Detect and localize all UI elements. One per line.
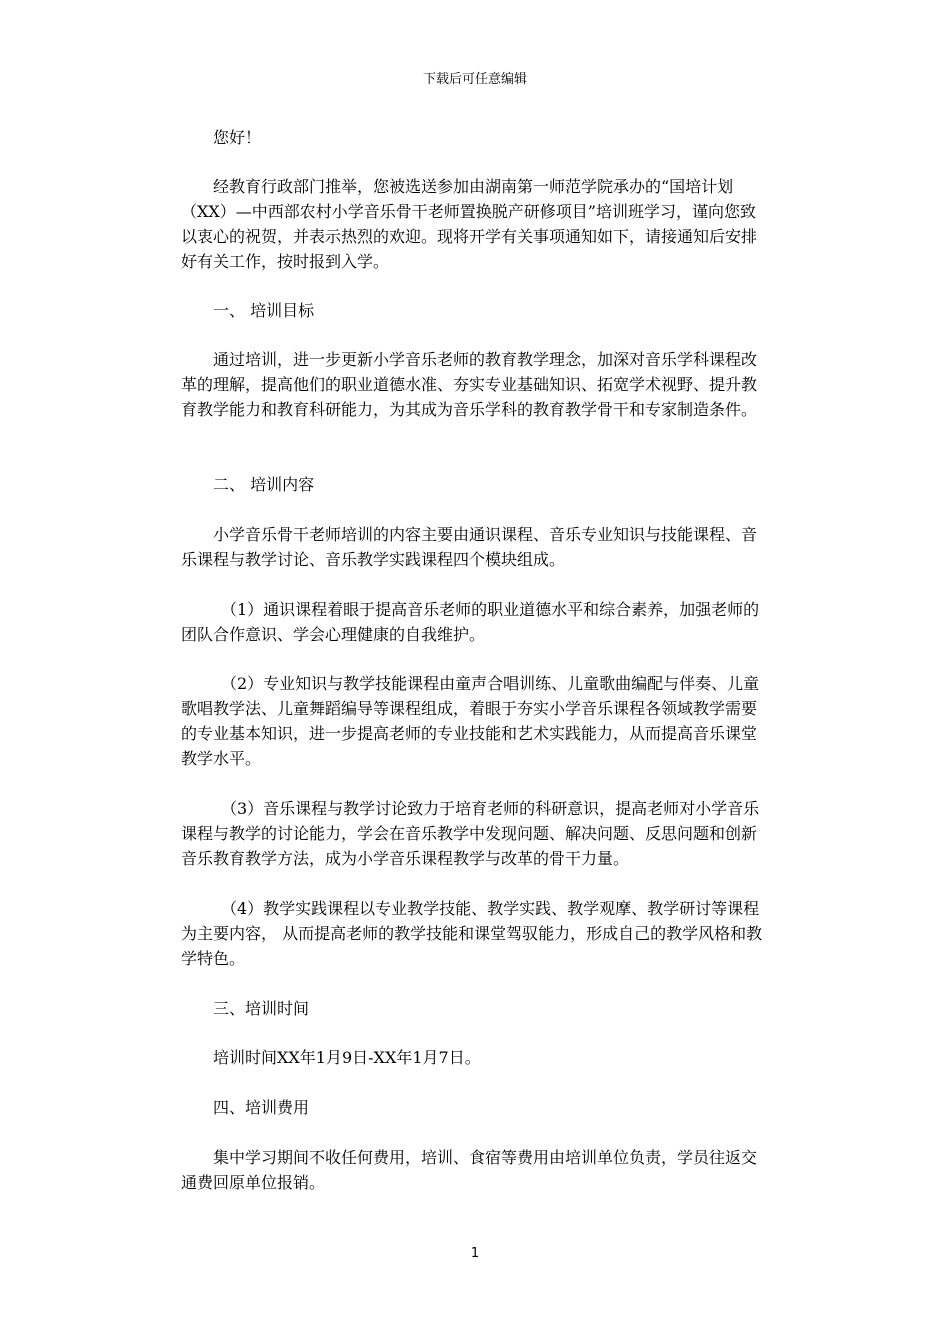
- section2-item-3: （3）音乐课程与教学讨论致力于培育老师的科研意识，提高老师对小学音乐课程与教学的讨论能力，学会在音乐教学中发现问题、解决问题、反思问题和创新音乐教育教学方法，成为小学音乐课程教学与改革的骨干力量。: [181, 799, 760, 868]
- section3-heading: 三、培训时间: [213, 999, 310, 1018]
- intro-paragraph: 经教育行政部门推举，您被选送参加由湖南第一师范学院承办的“国培计划（XX）—中西部农村小学音乐骨干老师置换脱产研修项目”培训班学习，谨向您致以衷心的祝贺，并表示热烈的欢迎。现将开学有关事项通知如下，请接通知后安排好有关工作，按时报到入学。: [181, 177, 758, 271]
- section2-heading: 二、 培训内容: [213, 475, 315, 494]
- greeting: 您好！: [213, 128, 262, 147]
- page-number: 1: [470, 1246, 480, 1261]
- section3-body: 培训时间XX年1月9日-XX年1月7日。: [213, 1048, 481, 1067]
- page-header: 下载后可任意编辑: [422, 72, 527, 87]
- section1-heading: 一、 培训目标: [213, 301, 315, 320]
- section2-item-4: （4）教学实践课程以专业教学技能、教学实践、教学观摩、教学研讨等课程为主要内容， 从而提高老师的教学技能和课堂驾驭能力，形成自己的教学风格和教学特色。: [181, 899, 763, 968]
- section2-item-1: （1）通识课程着眼于提高音乐老师的职业道德水平和综合素养，加强老师的团队合作意识、学会心理健康的自我维护。: [181, 600, 760, 644]
- section4-heading: 四、培训费用: [213, 1098, 310, 1117]
- section2-body: 小学音乐骨干老师培训的内容主要由通识课程、音乐专业知识与技能课程、音乐课程与教学讨论、音乐教学实践课程四个模块组成。: [181, 525, 758, 569]
- section4-body: 集中学习期间不收任何费用，培训、食宿等费用由培训单位负责，学员往返交通费回原单位报销。: [181, 1148, 758, 1192]
- section1-body: 通过培训，进一步更新小学音乐老师的教育教学理念，加深对音乐学科课程改革的理解，提高他们的职业道德水准、夯实专业基础知识、拓宽学术视野、提升教育教学能力和教育科研能力，为其成为音乐学科的教育教学骨干和专家制造条件。: [181, 350, 758, 419]
- section2-item-2: （2）专业知识与教学技能课程由童声合唱训练、儿童歌曲编配与伴奏、儿童歌唱教学法、儿童舞蹈编导等课程组成，着眼于夯实小学音乐课程各领域教学需要的专业基本知识，进一步提高老师的专业技能和艺术实践能力，从而提高音乐课堂教学水平。: [181, 674, 760, 768]
